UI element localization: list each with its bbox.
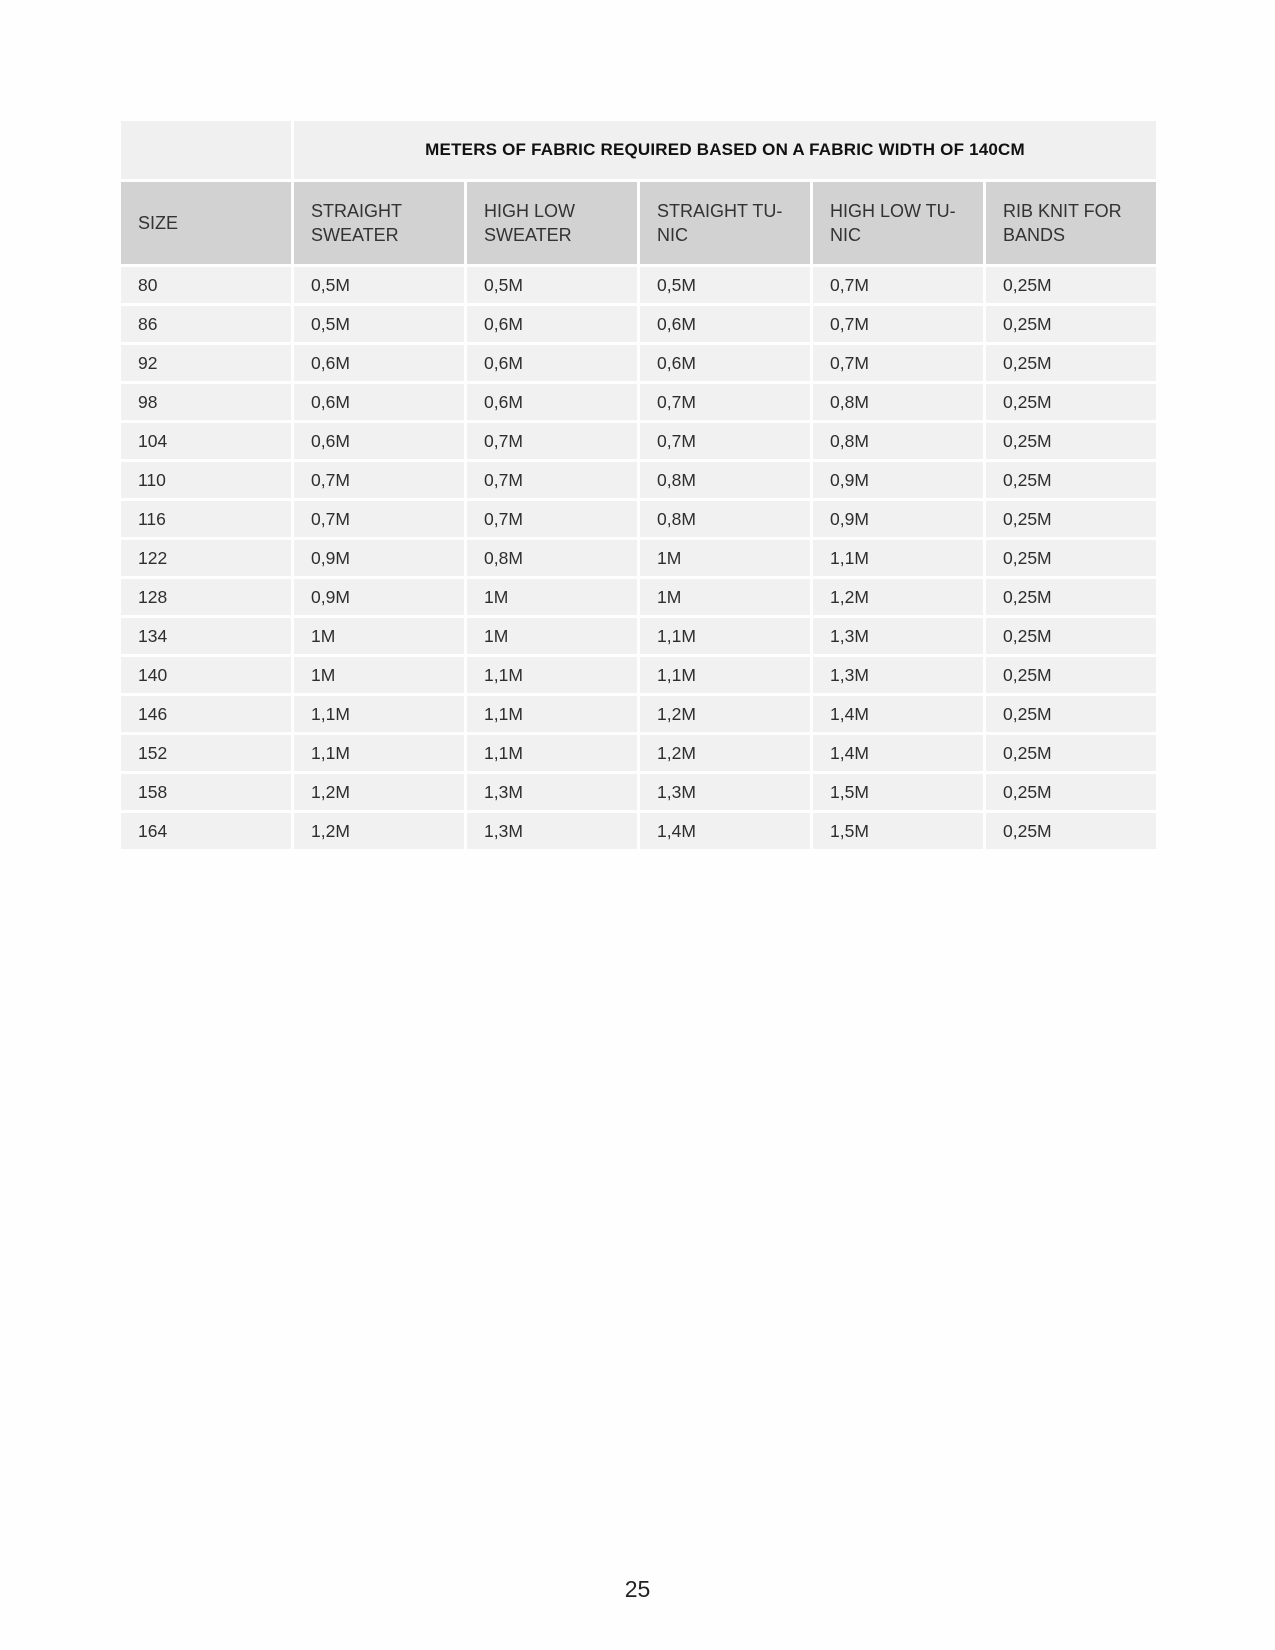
fabric-amount-cell: 0,25M	[986, 384, 1156, 420]
fabric-amount-cell: 1,2M	[640, 735, 810, 771]
fabric-amount-cell: 0,7M	[467, 423, 637, 459]
fabric-amount-cell: 0,25M	[986, 462, 1156, 498]
fabric-amount-cell: 0,25M	[986, 501, 1156, 537]
fabric-amount-cell: 0,7M	[467, 501, 637, 537]
fabric-amount-cell: 0,25M	[986, 540, 1156, 576]
fabric-amount-cell: 1,1M	[640, 618, 810, 654]
size-cell: 86	[121, 306, 291, 342]
fabric-amount-cell: 1,3M	[467, 774, 637, 810]
column-header-straight-sweater	[294, 182, 464, 264]
fabric-amount-cell: 0,25M	[986, 618, 1156, 654]
column-header-size	[121, 182, 291, 264]
column-header-straight-tunic	[640, 182, 810, 264]
column-header-line1: HIGH LOW TU-	[830, 201, 956, 221]
table-row	[121, 579, 1156, 615]
column-header-line1: STRAIGHT	[311, 201, 403, 221]
table-title-row	[121, 121, 1156, 179]
fabric-amount-cell: 1,2M	[294, 774, 464, 810]
fabric-amount-cell: 1,1M	[294, 735, 464, 771]
table-row	[121, 696, 1156, 732]
fabric-amount-cell: 0,25M	[986, 579, 1156, 615]
table-row	[121, 306, 1156, 342]
column-header-line1: HIGH LOW	[484, 201, 576, 221]
fabric-amount-cell: 0,9M	[294, 540, 464, 576]
column-header-line2: NIC	[830, 225, 861, 245]
fabric-amount-cell: 0,6M	[467, 384, 637, 420]
table-row	[121, 501, 1156, 537]
fabric-amount-cell: 1,1M	[467, 735, 637, 771]
fabric-amount-cell: 0,9M	[813, 501, 983, 537]
fabric-amount-cell: 1M	[467, 579, 637, 615]
fabric-amount-cell: 0,7M	[640, 423, 810, 459]
size-cell: 152	[121, 735, 291, 771]
fabric-amount-cell: 0,7M	[813, 345, 983, 381]
fabric-amount-cell: 0,8M	[813, 384, 983, 420]
fabric-amount-cell: 1M	[640, 579, 810, 615]
fabric-amount-cell: 1,1M	[294, 696, 464, 732]
fabric-amount-cell: 0,9M	[813, 462, 983, 498]
size-cell: 146	[121, 696, 291, 732]
fabric-amount-cell: 0,6M	[294, 423, 464, 459]
fabric-amount-cell: 0,25M	[986, 267, 1156, 303]
size-cell: 80	[121, 267, 291, 303]
column-header-line1: SIZE	[138, 213, 179, 233]
fabric-amount-cell: 0,8M	[640, 462, 810, 498]
size-cell: 116	[121, 501, 291, 537]
table-row	[121, 618, 1156, 654]
size-cell: 122	[121, 540, 291, 576]
fabric-amount-cell: 1,1M	[813, 540, 983, 576]
table-row	[121, 267, 1156, 303]
column-header-high-low-tunic	[813, 182, 983, 264]
fabric-amount-cell: 0,6M	[640, 306, 810, 342]
fabric-amount-cell: 1M	[294, 618, 464, 654]
fabric-amount-cell: 0,25M	[986, 774, 1156, 810]
fabric-amount-cell: 0,25M	[986, 306, 1156, 342]
title-corner-cell	[121, 121, 291, 179]
table-row	[121, 423, 1156, 459]
fabric-amount-cell: 0,6M	[294, 345, 464, 381]
fabric-amount-cell: 1,3M	[813, 657, 983, 693]
fabric-amount-cell: 1,1M	[467, 696, 637, 732]
fabric-amount-cell: 0,25M	[986, 657, 1156, 693]
fabric-amount-cell: 0,25M	[986, 735, 1156, 771]
table-row	[121, 813, 1156, 849]
fabric-amount-cell: 1,5M	[813, 774, 983, 810]
fabric-requirements-sheet	[121, 121, 1155, 849]
fabric-amount-cell: 0,25M	[986, 696, 1156, 732]
table-row	[121, 540, 1156, 576]
size-cell: 134	[121, 618, 291, 654]
fabric-amount-cell: 0,7M	[813, 267, 983, 303]
fabric-amount-cell: 0,6M	[467, 345, 637, 381]
fabric-amount-cell: 0,8M	[813, 423, 983, 459]
fabric-amount-cell: 0,5M	[294, 267, 464, 303]
fabric-amount-cell: 1,2M	[294, 813, 464, 849]
table-row	[121, 657, 1156, 693]
fabric-amount-cell: 0,9M	[294, 579, 464, 615]
size-cell: 158	[121, 774, 291, 810]
fabric-amount-cell: 1,3M	[640, 774, 810, 810]
table-row	[121, 735, 1156, 771]
fabric-amount-cell: 0,5M	[467, 267, 637, 303]
table-title: METERS OF FABRIC REQUIRED BASED ON A FABRIC WIDTH OF 140CM	[294, 121, 1156, 179]
column-header-line2: NIC	[657, 225, 688, 245]
size-cell: 104	[121, 423, 291, 459]
fabric-amount-cell: 1,3M	[813, 618, 983, 654]
page-number: 25	[624, 1576, 651, 1602]
fabric-amount-cell: 0,7M	[813, 306, 983, 342]
column-header-high-low-sweater	[467, 182, 637, 264]
fabric-amount-cell: 1,4M	[640, 813, 810, 849]
fabric-amount-cell: 1,1M	[640, 657, 810, 693]
column-header-rib-knit-for-bands	[986, 182, 1156, 264]
fabric-amount-cell: 1,1M	[467, 657, 637, 693]
fabric-amount-cell: 0,6M	[640, 345, 810, 381]
size-cell: 110	[121, 462, 291, 498]
table-body	[121, 121, 1156, 849]
fabric-amount-cell: 0,5M	[640, 267, 810, 303]
fabric-amount-cell: 0,7M	[294, 462, 464, 498]
fabric-amount-cell: 1M	[294, 657, 464, 693]
fabric-amount-cell: 0,6M	[467, 306, 637, 342]
fabric-amount-cell: 1,2M	[813, 579, 983, 615]
table-row	[121, 462, 1156, 498]
fabric-amount-cell: 0,8M	[467, 540, 637, 576]
fabric-amount-cell: 1,5M	[813, 813, 983, 849]
fabric-amount-cell: 0,7M	[294, 501, 464, 537]
fabric-amount-cell: 1,4M	[813, 735, 983, 771]
column-header-line2: BANDS	[1003, 225, 1066, 245]
column-header-line1: STRAIGHT TU-	[657, 201, 783, 221]
table-row	[121, 774, 1156, 810]
fabric-amount-cell: 1,3M	[467, 813, 637, 849]
column-header-row	[121, 182, 1156, 264]
table-row	[121, 384, 1156, 420]
fabric-amount-cell: 0,25M	[986, 423, 1156, 459]
fabric-amount-cell: 1,4M	[813, 696, 983, 732]
fabric-amount-cell: 1M	[467, 618, 637, 654]
fabric-amount-cell: 0,7M	[640, 384, 810, 420]
column-header-line2: SWEATER	[484, 225, 572, 245]
fabric-amount-cell: 0,25M	[986, 345, 1156, 381]
fabric-amount-cell: 0,5M	[294, 306, 464, 342]
size-cell: 92	[121, 345, 291, 381]
fabric-requirements-table	[118, 118, 1159, 852]
size-cell: 164	[121, 813, 291, 849]
fabric-amount-cell: 1M	[640, 540, 810, 576]
fabric-amount-cell: 0,7M	[467, 462, 637, 498]
fabric-amount-cell: 0,6M	[294, 384, 464, 420]
column-header-line1: RIB KNIT FOR	[1003, 201, 1122, 221]
column-header-line2: SWEATER	[311, 225, 399, 245]
fabric-amount-cell: 1,2M	[640, 696, 810, 732]
size-cell: 98	[121, 384, 291, 420]
size-cell: 128	[121, 579, 291, 615]
fabric-amount-cell: 0,8M	[640, 501, 810, 537]
table-row	[121, 345, 1156, 381]
size-cell: 140	[121, 657, 291, 693]
fabric-amount-cell: 0,25M	[986, 813, 1156, 849]
